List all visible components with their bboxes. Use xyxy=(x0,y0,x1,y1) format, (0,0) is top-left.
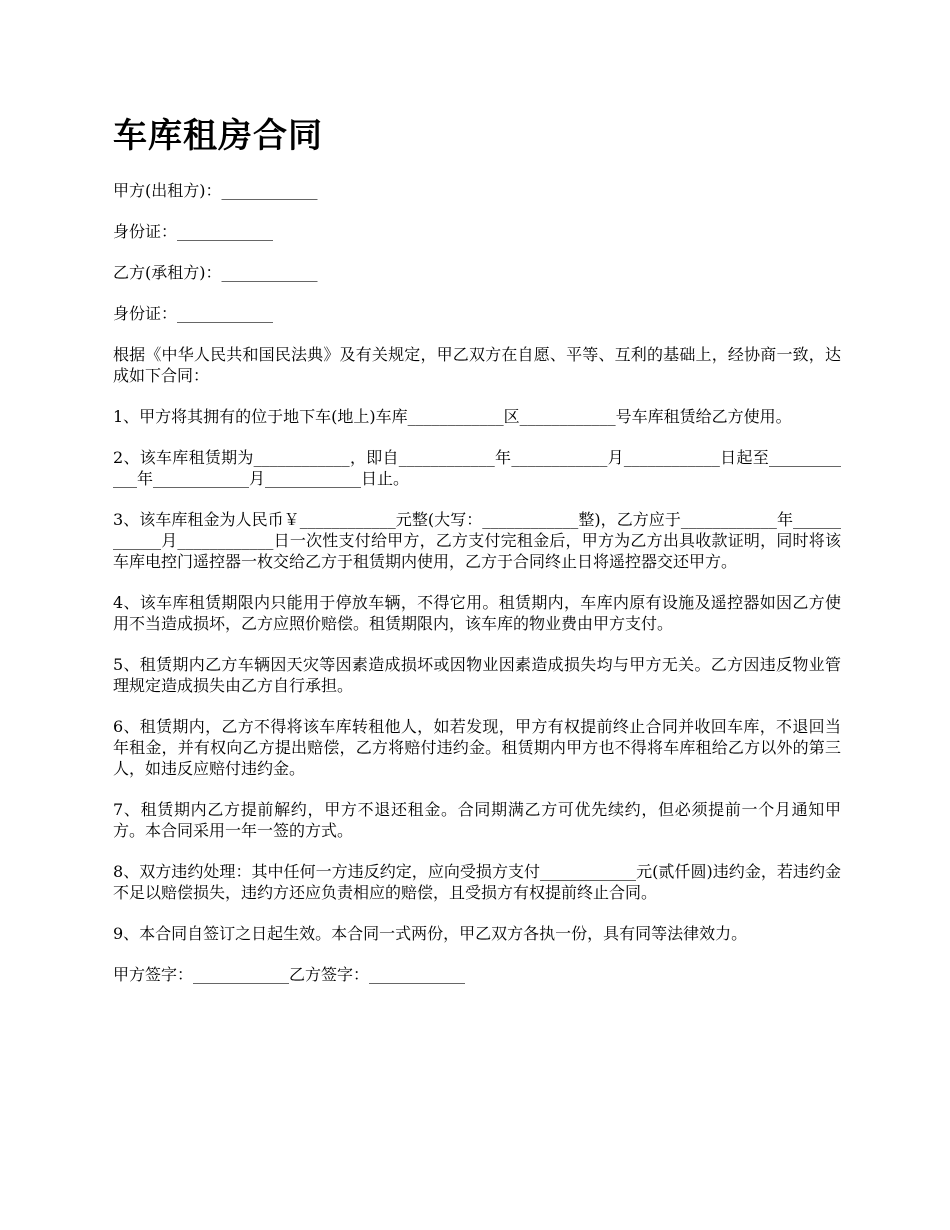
clause-5: 5、租赁期内乙方车辆因天灾等因素造成损坏或因物业因素造成损失均与甲方无关。乙方因违反物业管理规定造成损失由乙方自行承担。 xyxy=(113,655,841,695)
party-b-line: 乙方(承租方)：____________ xyxy=(113,263,318,282)
preamble-paragraph: 根据《中华人民共和国民法典》及有关规定，甲乙双方在自愿、平等、互利的基础上，经协商一致，达成如下合同： xyxy=(113,345,841,385)
document-title: 车库租房合同 xyxy=(113,116,323,156)
clause-4: 4、该车库租赁期限内只能用于停放车辆，不得它用。租赁期内，车库内原有设施及遥控器如因乙方使用不当造成损坏，乙方应照价赔偿。租赁期限内，该车库的物业费由甲方支付。 xyxy=(113,593,841,633)
clause-8: 8、双方违约处理：其中任何一方违反约定，应向受损方支付____________元(贰仟圆)违约金，若违约金不足以赔偿损失，违约方还应负责相应的赔偿，且受损方有权提前终止合同。 xyxy=(113,862,841,902)
party-b-id-line: 身份证：____________ xyxy=(113,304,274,323)
clause-1: 1、甲方将其拥有的位于地下车(地上)车库____________区____________号车库租赁给乙方使用。 xyxy=(113,407,792,426)
signature-line: 甲方签字：____________乙方签字：____________ xyxy=(113,965,466,984)
party-a-line: 甲方(出租方)：____________ xyxy=(113,181,318,200)
clause-6: 6、租赁期内，乙方不得将该车库转租他人，如若发现，甲方有权提前终止合同并收回车库，不退回当年租金，并有权向乙方提出赔偿，乙方将赔付违约金。租赁期内甲方也不得将车库租给乙方以外的第三人，如违反应赔付违约金。 xyxy=(113,717,841,778)
party-a-id-line: 身份证：____________ xyxy=(113,222,274,241)
clause-7: 7、租赁期内乙方提前解约，甲方不退还租金。合同期满乙方可优先续约，但必须提前一个月通知甲方。本合同采用一年一签的方式。 xyxy=(113,800,841,840)
document-page xyxy=(113,112,841,1005)
clause-2: 2、该车库租赁期为____________，即自____________年____________月____________日起至____________年____________月____________日止。 xyxy=(113,448,841,488)
clause-9: 9、本合同自签订之日起生效。本合同一式两份，甲乙双方各执一份，具有同等法律效力。 xyxy=(113,924,748,943)
clause-3: 3、该车库租金为人民币￥____________元整(大写：____________整)，乙方应于____________年____________月____________日一次性支付给甲方，乙方支付完租金后，甲方为乙方出具收款证明，同时将该车库电控门遥控器一枚交给乙方于租赁期内使用，乙方于合同终止日将遥控器交还甲方。 xyxy=(113,510,841,571)
